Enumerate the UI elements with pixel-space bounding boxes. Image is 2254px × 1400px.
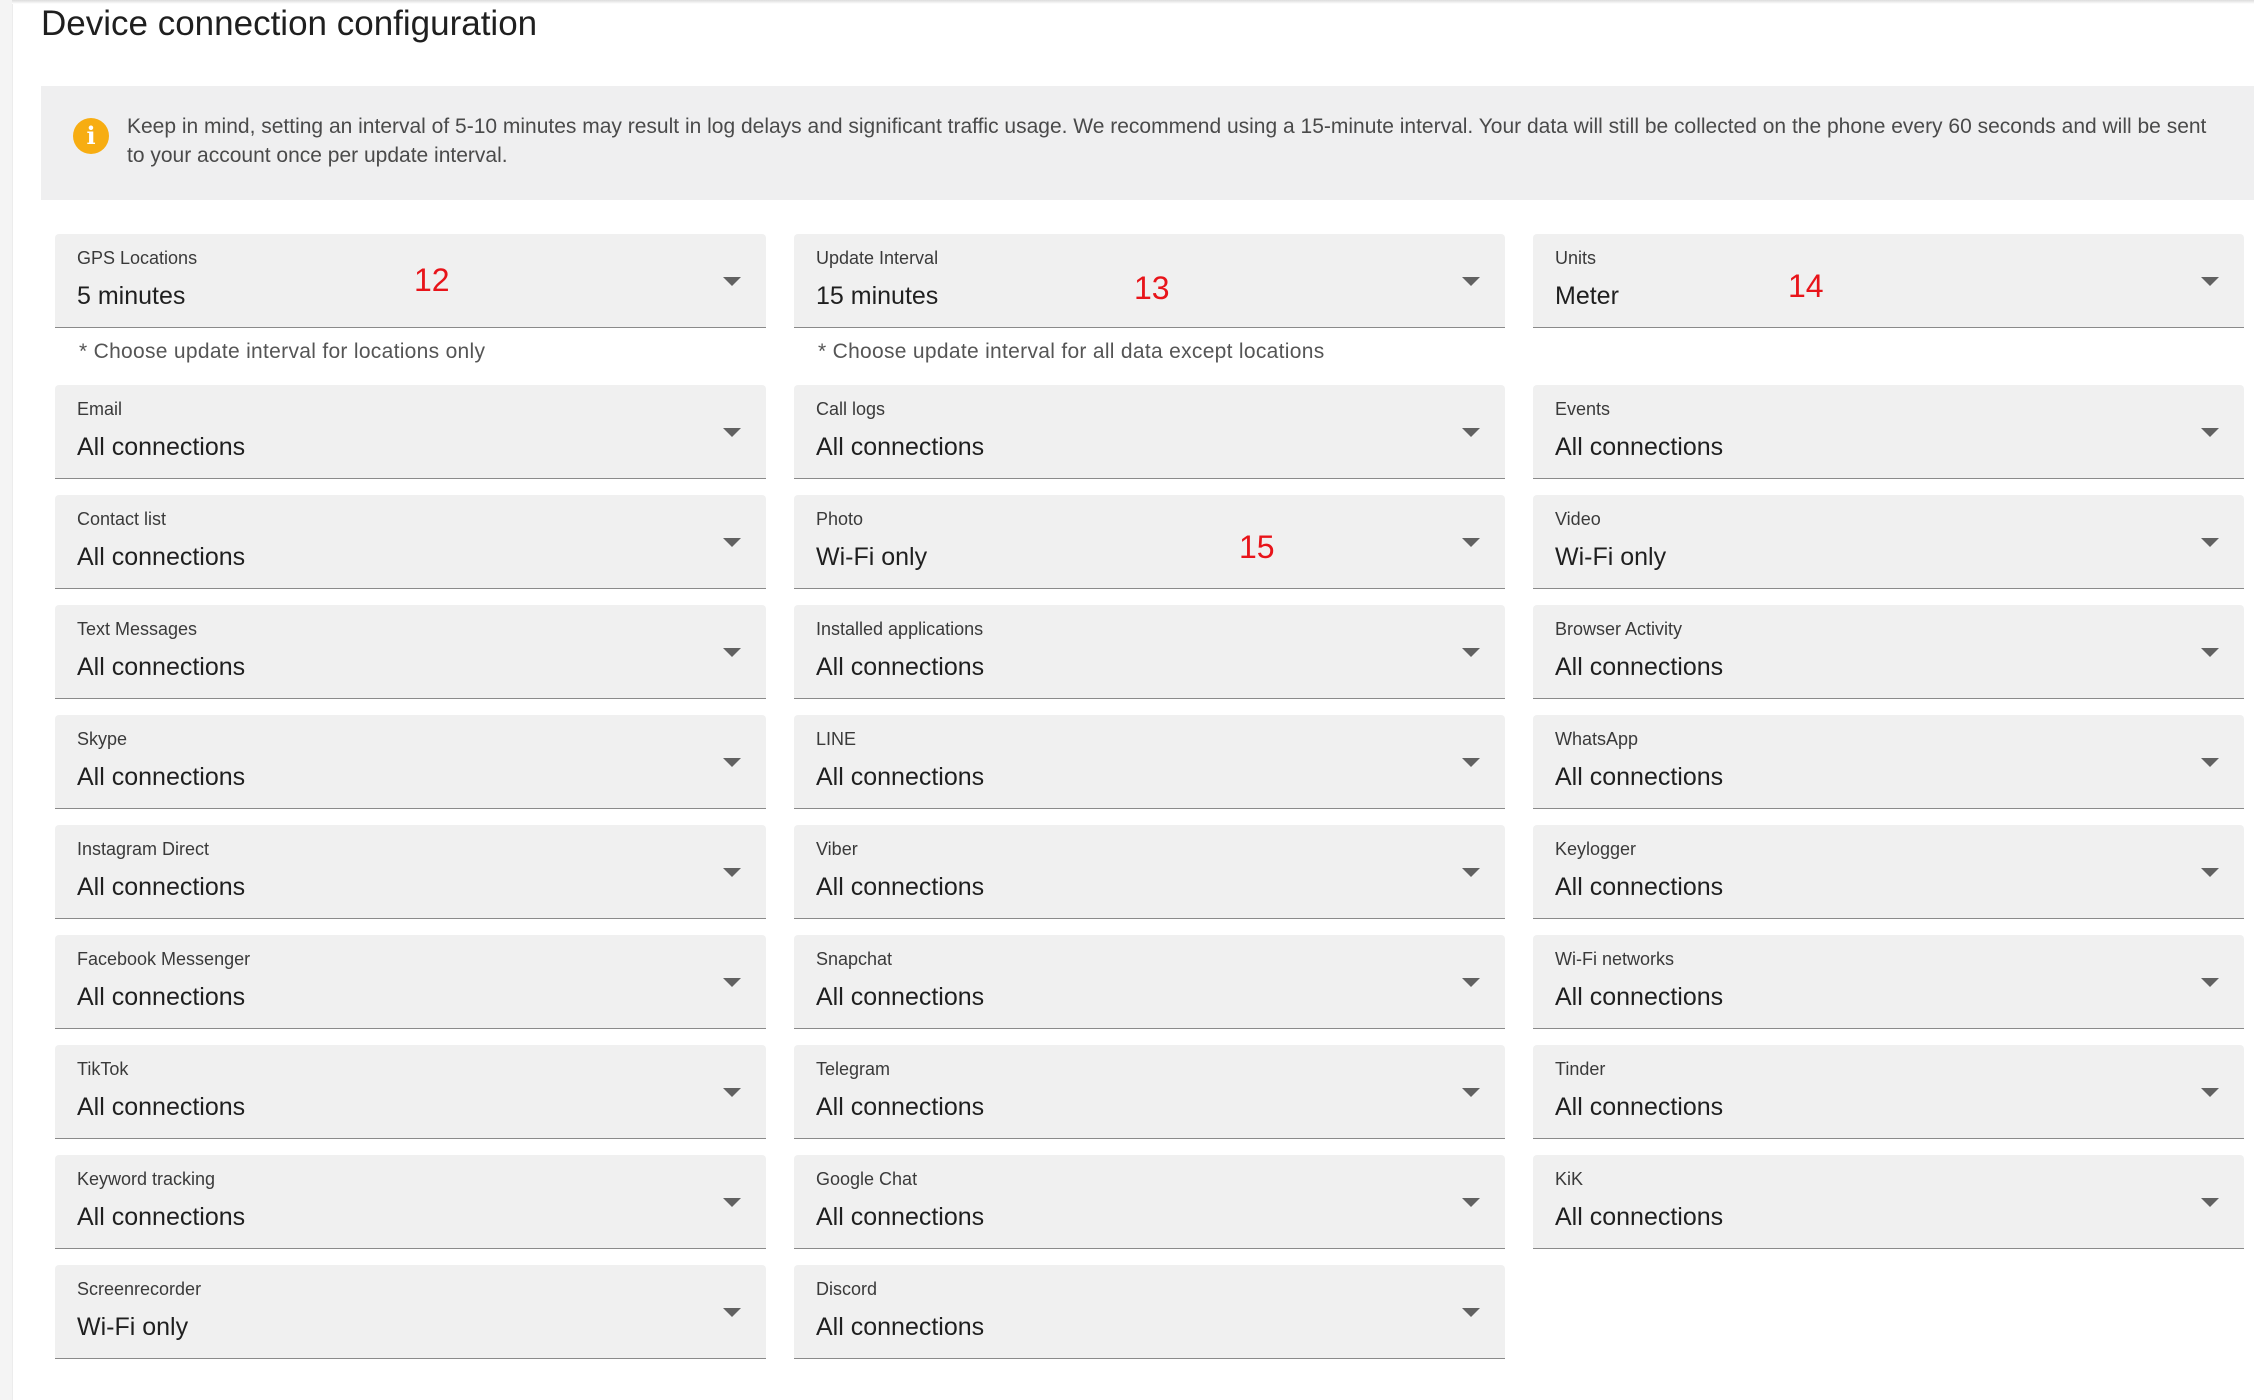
field-value: All connections: [1555, 873, 1724, 901]
field-label: Keyword tracking: [77, 1169, 216, 1189]
field-value: All connections: [816, 1093, 985, 1121]
screenrecorder-select[interactable]: [55, 1265, 766, 1359]
field-value: 15 minutes: [816, 282, 939, 310]
dropdown-arrow-icon: [723, 868, 741, 877]
kik-cell: [1533, 1155, 2244, 1231]
keyword-tracking-cell: [55, 1155, 766, 1231]
field-value: All connections: [77, 873, 246, 901]
left-edge-panel: [0, 0, 13, 1400]
snapchat-select[interactable]: [794, 935, 1505, 1029]
field-value: All connections: [1555, 983, 1724, 1011]
wifi-networks-select[interactable]: [1533, 935, 2244, 1029]
annotation-number: 13: [1134, 270, 1170, 306]
dropdown-arrow-icon: [723, 758, 741, 767]
update-interval-select[interactable]: [794, 234, 1505, 328]
field-label: Photo: [816, 509, 864, 529]
field-label: Browser Activity: [1555, 619, 1683, 639]
tiktok-select[interactable]: [55, 1045, 766, 1139]
units-select[interactable]: [1533, 234, 2244, 328]
field-value: All connections: [816, 763, 985, 791]
field-label: Wi-Fi networks: [1555, 949, 1675, 969]
annotation-number: 14: [1788, 268, 1824, 304]
line-select[interactable]: [794, 715, 1505, 809]
info-banner: [41, 86, 2254, 200]
field-label: Update Interval: [816, 248, 939, 268]
field-value: All connections: [1555, 763, 1724, 791]
field-value: Wi-Fi only: [816, 543, 928, 571]
dropdown-arrow-icon: [1462, 277, 1480, 286]
dropdown-arrow-icon: [2201, 428, 2219, 437]
dropdown-arrow-icon: [2201, 277, 2219, 286]
skype-select[interactable]: [55, 715, 766, 809]
dropdown-arrow-icon: [2201, 648, 2219, 657]
dropdown-arrow-icon: [723, 1308, 741, 1317]
field-label: Skype: [77, 729, 128, 749]
contact-list-select[interactable]: [55, 495, 766, 589]
field-label: WhatsApp: [1555, 729, 1639, 749]
dropdown-arrow-icon: [723, 538, 741, 547]
dropdown-arrow-icon: [723, 277, 741, 286]
instagram-direct-select[interactable]: [55, 825, 766, 919]
field-label: Text Messages: [77, 619, 198, 639]
field-label: Installed applications: [816, 619, 984, 639]
page-title: Device connection configuration: [41, 4, 538, 43]
field-value: All connections: [1555, 1093, 1724, 1121]
telegram-select[interactable]: [794, 1045, 1505, 1139]
update-interval-cell: [794, 234, 1505, 363]
viber-cell: [794, 825, 1505, 901]
field-value: All connections: [816, 433, 985, 461]
dropdown-arrow-icon: [1462, 648, 1480, 657]
info-icon: i: [73, 118, 109, 154]
photo-cell: [794, 495, 1505, 571]
dropdown-arrow-icon: [723, 1198, 741, 1207]
field-value: All connections: [77, 1203, 246, 1231]
dropdown-arrow-icon: [723, 978, 741, 987]
units-cell: [1533, 234, 2244, 344]
line-cell: [794, 715, 1505, 791]
field-label: TikTok: [77, 1059, 129, 1079]
discord-cell: [794, 1265, 1505, 1341]
email-select[interactable]: [55, 385, 766, 479]
field-value: All connections: [816, 983, 985, 1011]
gps-locations-select[interactable]: [55, 234, 766, 328]
field-value: All connections: [77, 433, 246, 461]
tiktok-cell: [55, 1045, 766, 1121]
field-label: Keylogger: [1555, 839, 1637, 859]
events-cell: [1533, 385, 2244, 461]
discord-select[interactable]: [794, 1265, 1505, 1359]
keyword-tracking-select[interactable]: [55, 1155, 766, 1249]
instagram-direct-cell: [55, 825, 766, 901]
field-label: Email: [77, 399, 123, 419]
dropdown-arrow-icon: [1462, 868, 1480, 877]
dropdown-arrow-icon: [2201, 758, 2219, 767]
dropdown-arrow-icon: [723, 648, 741, 657]
wifi-networks-cell: [1533, 935, 2244, 1011]
field-label: Instagram Direct: [77, 839, 210, 859]
field-label: Units: [1555, 248, 1597, 268]
field-label: Viber: [816, 839, 858, 859]
field-value: All connections: [77, 543, 246, 571]
whatsapp-select[interactable]: [1533, 715, 2244, 809]
facebook-messenger-select[interactable]: [55, 935, 766, 1029]
field-label: GPS Locations: [77, 248, 198, 268]
installed-applications-cell: [794, 605, 1505, 681]
gps-locations-cell: [55, 234, 766, 363]
field-value: All connections: [77, 1093, 246, 1121]
field-label: Screenrecorder: [77, 1279, 202, 1299]
snapchat-cell: [794, 935, 1505, 1011]
video-select[interactable]: [1533, 495, 2244, 589]
dropdown-arrow-icon: [2201, 868, 2219, 877]
field-value: All connections: [816, 1203, 985, 1231]
field-label: LINE: [816, 729, 857, 749]
dropdown-arrow-icon: [1462, 978, 1480, 987]
update-interval-hint: * Choose update interval for all data except locations: [818, 340, 1325, 363]
dropdown-arrow-icon: [723, 1088, 741, 1097]
google-chat-cell: [794, 1155, 1505, 1231]
field-value: All connections: [816, 1313, 985, 1341]
field-value: All connections: [1555, 653, 1724, 681]
call-logs-cell: [794, 385, 1505, 461]
dropdown-arrow-icon: [1462, 758, 1480, 767]
keylogger-cell: [1533, 825, 2244, 901]
dropdown-arrow-icon: [2201, 1088, 2219, 1097]
email-cell: [55, 385, 766, 461]
field-label: Tinder: [1555, 1059, 1606, 1079]
telegram-cell: [794, 1045, 1505, 1121]
field-value: All connections: [816, 873, 985, 901]
viber-select[interactable]: [794, 825, 1505, 919]
dropdown-arrow-icon: [2201, 538, 2219, 547]
dropdown-arrow-icon: [2201, 978, 2219, 987]
facebook-messenger-cell: [55, 935, 766, 1011]
field-label: Telegram: [816, 1059, 891, 1079]
field-label: Google Chat: [816, 1169, 918, 1189]
field-value: All connections: [77, 983, 246, 1011]
call-logs-select[interactable]: [794, 385, 1505, 479]
dropdown-arrow-icon: [723, 428, 741, 437]
field-value: All connections: [1555, 433, 1724, 461]
installed-applications-select[interactable]: [794, 605, 1505, 699]
video-cell: [1533, 495, 2244, 571]
field-value: Wi-Fi only: [77, 1313, 189, 1341]
annotation-number: 15: [1239, 529, 1275, 565]
field-value: Meter: [1555, 282, 1619, 310]
skype-cell: [55, 715, 766, 791]
kik-select[interactable]: [1533, 1155, 2244, 1249]
dropdown-arrow-icon: [1462, 1198, 1480, 1207]
field-label: Video: [1555, 509, 1601, 529]
field-label: Events: [1555, 399, 1611, 419]
browser-activity-cell: [1533, 605, 2244, 681]
photo-select[interactable]: [794, 495, 1505, 589]
field-value: Wi-Fi only: [1555, 543, 1667, 571]
info-banner-text: Keep in mind, setting an interval of 5-10 minutes may result in log delays and significant traffic usage. We recommend using a 15-minute interval. Your data will still be collected on the phone every 60 seconds and will be sent to your account once per update interval.: [127, 115, 2207, 167]
text-messages-select[interactable]: [55, 605, 766, 699]
field-label: KiK: [1555, 1169, 1584, 1189]
dropdown-arrow-icon: [1462, 428, 1480, 437]
field-label: Discord: [816, 1279, 878, 1299]
settings-grid: [55, 234, 2244, 1341]
keylogger-select[interactable]: [1533, 825, 2244, 919]
dropdown-arrow-icon: [1462, 1308, 1480, 1317]
field-label: Contact list: [77, 509, 167, 529]
field-label: Facebook Messenger: [77, 949, 251, 969]
gps-locations-hint: * Choose update interval for locations only: [79, 340, 486, 363]
google-chat-select[interactable]: [794, 1155, 1505, 1249]
whatsapp-cell: [1533, 715, 2244, 791]
browser-activity-select[interactable]: [1533, 605, 2244, 699]
dropdown-arrow-icon: [1462, 1088, 1480, 1097]
text-messages-cell: [55, 605, 766, 681]
dropdown-arrow-icon: [1462, 538, 1480, 547]
dropdown-arrow-icon: [2201, 1198, 2219, 1207]
field-value: All connections: [1555, 1203, 1724, 1231]
tinder-cell: [1533, 1045, 2244, 1121]
events-select[interactable]: [1533, 385, 2244, 479]
field-value: All connections: [816, 653, 985, 681]
field-value: 5 minutes: [77, 282, 186, 310]
screenrecorder-cell: [55, 1265, 766, 1341]
annotation-number: 12: [414, 262, 450, 298]
contact-list-cell: [55, 495, 766, 571]
tinder-select[interactable]: [1533, 1045, 2244, 1139]
field-label: Call logs: [816, 399, 886, 419]
field-value: All connections: [77, 763, 246, 791]
field-label: Snapchat: [816, 949, 893, 969]
field-value: All connections: [77, 653, 246, 681]
